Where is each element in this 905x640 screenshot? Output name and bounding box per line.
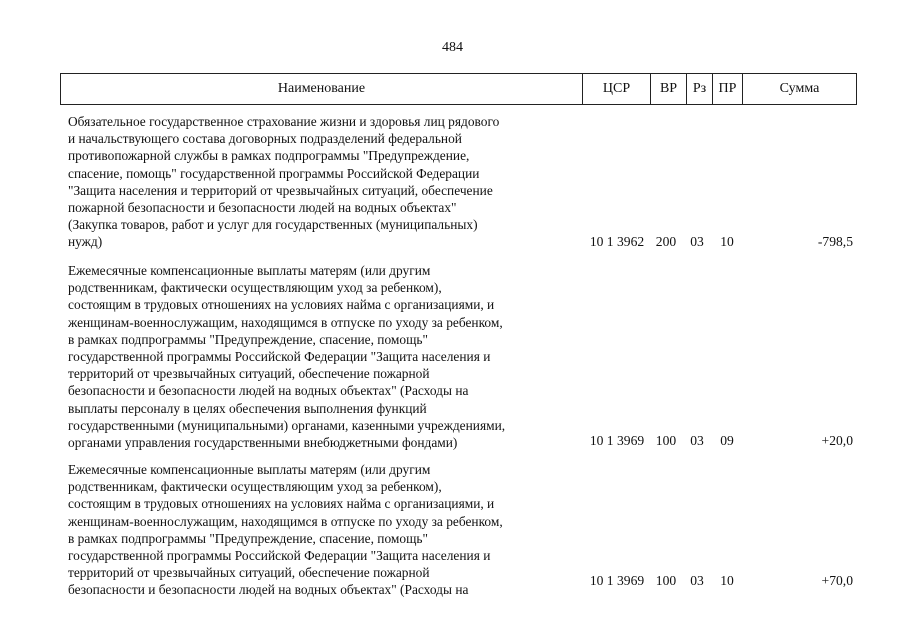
row-codes xyxy=(581,432,857,450)
row-description: Ежемесячные компенсационные выплаты матерям (или другим родственникам, фактически осуществляющим уход за ребенком), состоящим в трудовых отношениях на условиях найма с организациями, и женщинам-военнослужащим, находящимся в отпуске по уходу за ребенком, в рамках подпрограммы "Предупреждение, спасение, помощь" государственной программы Российской Федерации "Защита населения и территорий от чрезвычайных ситуаций, обеспечение пожарной безопасности и безопасности людей на водных объектах" (Расходы на xyxy=(68,462,503,598)
row-vr: 200 xyxy=(655,234,677,249)
table-row xyxy=(60,262,857,452)
header-csr: ЦСР xyxy=(582,74,650,104)
row-description: Ежемесячные компенсационные выплаты матерям (или другим родственникам, фактически осуществляющим уход за ребенком), состоящим в трудовых отношениях на условиях найма с организациями, и женщинам-военнослужащим, находящимся в отпуске по уходу за ребенком, в рамках подпрограммы "Предупреждение, спасение, помощь" государственной программы Российской Федерации "Защита населения и территорий от чрезвычайных ситуаций, обеспечение пожарной безопасности и безопасности людей на водных объектах" (Расходы на выплаты персоналу в целях обеспечения выполнения функций государственными (муниципальными) органами, казенными учреждениями, органами управления государственными внебюджетными фондами) xyxy=(68,263,506,451)
row-sum: +20,0 xyxy=(821,433,853,448)
row-vr: 100 xyxy=(655,573,677,588)
row-sum: -798,5 xyxy=(817,234,853,249)
row-vr: 100 xyxy=(655,433,677,448)
row-csr: 10 1 3969 xyxy=(589,573,645,588)
row-description: Обязательное государственное страхование жизни и здоровья лиц рядового и начальствующего состава договорных подразделений федеральной противопожарной службы в рамках подпрограммы "Предупреждение, спасение, помощь" государственной программы Российской Федерации "Защита населения и территорий от чрезвычайных ситуаций, обеспечение пожарной безопасности и безопасности людей на водных объектах" (Закупка товаров, работ и услуг для государственных (муниципальных) нужд) xyxy=(68,114,500,250)
header-name: Наименование xyxy=(277,81,366,96)
row-codes xyxy=(581,233,857,251)
table-row xyxy=(60,113,857,253)
header-sum: Сумма xyxy=(742,74,856,104)
header-rz: Рз xyxy=(686,74,712,104)
row-csr: 10 1 3969 xyxy=(589,433,645,448)
table-row xyxy=(60,461,857,611)
table-header xyxy=(60,73,857,105)
header-vr: ВР xyxy=(650,74,686,104)
row-codes xyxy=(581,572,857,590)
row-rz: 03 xyxy=(690,234,704,249)
row-rz: 03 xyxy=(690,433,704,448)
row-csr: 10 1 3962 xyxy=(589,234,645,249)
header-pr: ПР xyxy=(712,74,742,104)
page-number: 484 xyxy=(442,40,463,55)
row-pr: 10 xyxy=(720,573,734,588)
row-pr: 09 xyxy=(720,433,734,448)
row-pr: 10 xyxy=(720,234,734,249)
row-sum: +70,0 xyxy=(821,573,853,588)
row-rz: 03 xyxy=(690,573,704,588)
